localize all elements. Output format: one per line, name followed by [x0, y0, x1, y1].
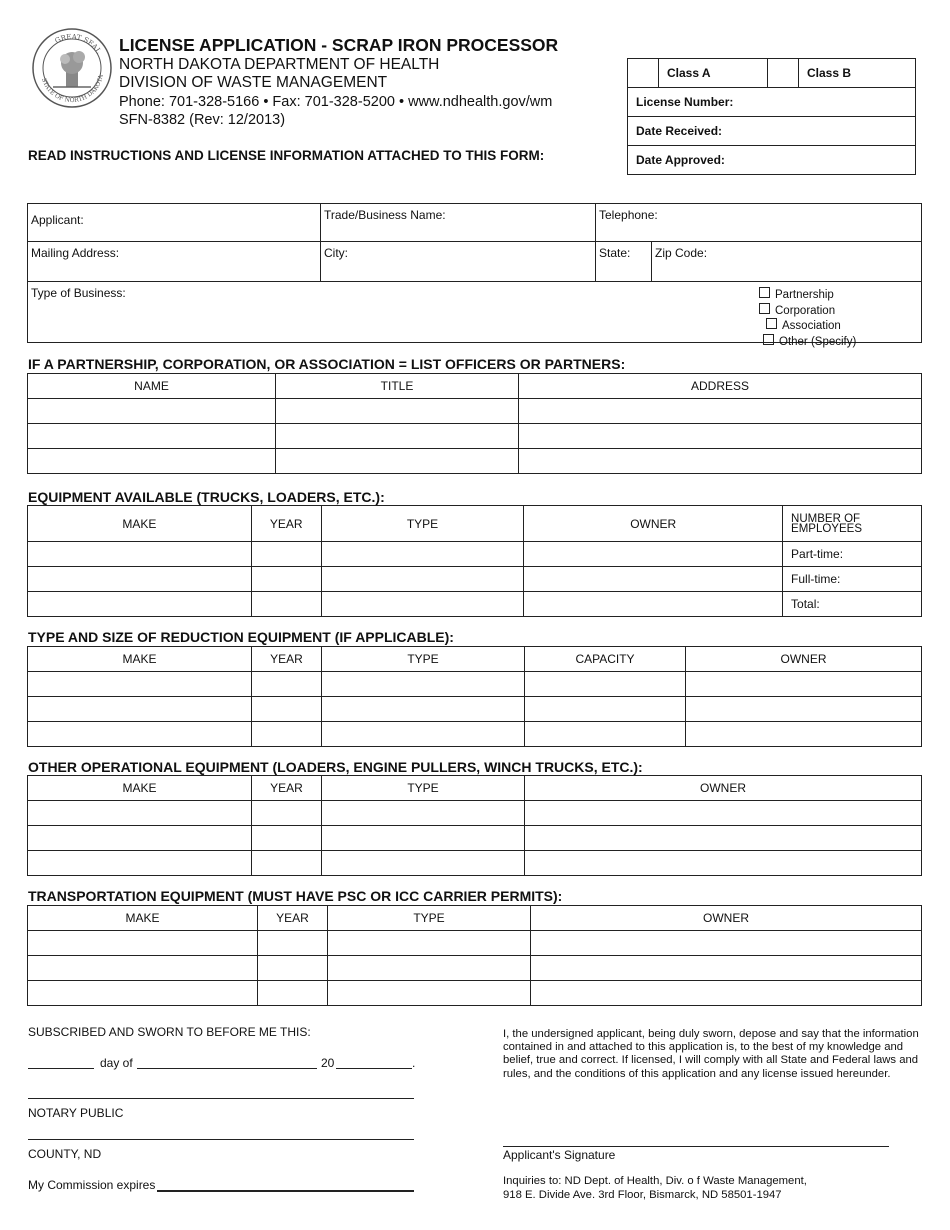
transportation-heading: TRANSPORTATION EQUIPMENT (MUST HAVE PSC OR ICC CARRIER PERMITS):	[28, 888, 563, 904]
operational-heading: OTHER OPERATIONAL EQUIPMENT (LOADERS, ENGINE PULLERS, WINCH TRUCKS, ETC.):	[28, 759, 643, 775]
month-blank[interactable]	[137, 1068, 317, 1069]
zip-code-field[interactable]: Zip Code:	[652, 242, 922, 282]
year-prefix-label: 20	[321, 1056, 335, 1070]
commission-expires-blank[interactable]	[157, 1190, 414, 1192]
date-received-field[interactable]: Date Received:	[628, 117, 916, 146]
partnership-checkbox[interactable]	[759, 287, 770, 298]
mailing-address-field[interactable]: Mailing Address:	[28, 242, 321, 282]
full-time-field[interactable]: Full-time:	[783, 567, 922, 592]
svg-text:GREAT SEAL: GREAT SEAL	[53, 32, 103, 56]
operational-table	[27, 775, 922, 876]
office-use-box	[627, 58, 916, 175]
column-header: TYPE	[328, 906, 531, 931]
part-time-field[interactable]: Part-time:	[783, 542, 922, 567]
column-header: YEAR	[252, 647, 322, 672]
class-a-label: Class A	[659, 59, 768, 88]
state-field[interactable]: State:	[596, 242, 652, 282]
table-row	[28, 449, 922, 474]
corporation-checkbox[interactable]	[759, 303, 770, 314]
period-mark: .	[412, 1056, 416, 1070]
inquiries-line-2: 918 E. Divide Ave. 3rd Floor, Bismarck, ND 58501-1947	[503, 1189, 782, 1201]
partnership-option[interactable]: Partnership	[759, 287, 856, 303]
county-label: COUNTY, ND	[28, 1147, 102, 1161]
column-header: YEAR	[258, 906, 328, 931]
table-row	[28, 981, 922, 1006]
day-of-label: day of	[100, 1056, 133, 1070]
svg-text:STATE OF NORTH DAKOTA: STATE OF NORTH DAKOTA	[40, 74, 105, 105]
equipment-heading: EQUIPMENT AVAILABLE (TRUCKS, LOADERS, ETC.):	[28, 489, 385, 505]
column-header: MAKE	[28, 776, 252, 801]
officers-heading: IF A PARTNERSHIP, CORPORATION, OR ASSOCIATION = LIST OFFICERS OR PARTNERS:	[28, 356, 626, 372]
transportation-table	[27, 905, 922, 1006]
column-header: MAKE	[28, 906, 258, 931]
column-header: YEAR	[251, 506, 321, 542]
table-row	[28, 567, 922, 592]
table-row	[28, 672, 922, 697]
reduction-heading: TYPE AND SIZE OF REDUCTION EQUIPMENT (IF APPLICABLE):	[28, 629, 454, 645]
table-row	[28, 826, 922, 851]
table-row	[28, 722, 922, 747]
trade-name-field[interactable]: Trade/Business Name:	[321, 204, 596, 242]
applicant-signature-label: Applicant's Signature	[503, 1148, 616, 1162]
table-row	[28, 542, 922, 567]
table-row	[28, 931, 922, 956]
reduction-table	[27, 646, 922, 747]
day-blank[interactable]	[28, 1068, 94, 1069]
declaration-text: I, the undersigned applicant, being duly sworn, depose and say that the information contained in and attached to this application is, to the best of my knowledge and belief, true and correct. If licensed, I will comply with all State and Federal laws and rules, and the conditions of this application and any license issued hereunder.	[503, 1028, 919, 1080]
column-header: CAPACITY	[525, 647, 686, 672]
applicant-field[interactable]: Applicant:	[28, 204, 321, 242]
column-header: TITLE	[276, 374, 519, 399]
notary-public-label: NOTARY PUBLIC	[28, 1106, 124, 1120]
business-type-options	[759, 287, 856, 349]
association-checkbox[interactable]	[766, 318, 777, 329]
column-header: TYPE	[322, 647, 525, 672]
table-row	[28, 592, 922, 617]
notary-signature-line[interactable]	[28, 1098, 414, 1099]
table-row	[28, 801, 922, 826]
column-header: YEAR	[252, 776, 322, 801]
total-field[interactable]: Total:	[783, 592, 922, 617]
column-header: OWNER	[686, 647, 922, 672]
instructions-note: READ INSTRUCTIONS AND LICENSE INFORMATION ATTACHED TO THIS FORM:	[28, 148, 545, 163]
city-field[interactable]: City:	[321, 242, 596, 282]
column-header: NAME	[28, 374, 276, 399]
form-number: SFN-8382 (Rev: 12/2013)	[119, 112, 286, 128]
class-b-label: Class B	[799, 59, 916, 88]
column-header: MAKE	[28, 506, 252, 542]
corporation-option[interactable]: Corporation	[759, 303, 856, 319]
date-approved-field[interactable]: Date Approved:	[628, 146, 916, 175]
table-row	[28, 956, 922, 981]
license-number-field[interactable]: License Number:	[628, 88, 916, 117]
county-line[interactable]	[28, 1139, 414, 1140]
sworn-statement: SUBSCRIBED AND SWORN TO BEFORE ME THIS:	[28, 1025, 311, 1039]
column-header: OWNER	[525, 776, 922, 801]
division-name: DIVISION OF WASTE MANAGEMENT	[119, 74, 388, 91]
column-header: TYPE	[321, 506, 524, 542]
table-row	[28, 424, 922, 449]
contact-info: Phone: 701-328-5166 • Fax: 701-328-5200 • www.ndhealth.gov/wm	[119, 94, 553, 110]
type-of-business-field: Type of Business:	[28, 282, 922, 343]
other-option[interactable]: Other (Specify)	[759, 334, 856, 350]
year-blank[interactable]	[336, 1068, 412, 1069]
equipment-table	[27, 505, 922, 617]
state-seal-logo	[31, 27, 113, 109]
officers-table	[27, 373, 922, 474]
column-header: TYPE	[322, 776, 525, 801]
other-checkbox[interactable]	[763, 334, 774, 345]
commission-expires-label: My Commission expires	[28, 1178, 156, 1192]
column-header: ADDRESS	[519, 374, 922, 399]
telephone-field[interactable]: Telephone:	[596, 204, 922, 242]
employees-header: NUMBER OF EMPLOYEES	[783, 506, 922, 542]
table-row	[28, 697, 922, 722]
class-b-checkbox[interactable]	[768, 59, 799, 88]
column-header: OWNER	[524, 506, 783, 542]
form-title: LICENSE APPLICATION - SCRAP IRON PROCESSOR	[119, 35, 559, 55]
applicant-signature-line[interactable]	[503, 1146, 889, 1147]
column-header: OWNER	[531, 906, 922, 931]
department-name: NORTH DAKOTA DEPARTMENT OF HEALTH	[119, 56, 440, 73]
inquiries-line-1: Inquiries to: ND Dept. of Health, Div. o f Waste Management,	[503, 1175, 807, 1187]
table-row	[28, 851, 922, 876]
association-option[interactable]: Association	[759, 318, 856, 334]
class-a-checkbox[interactable]	[628, 59, 659, 88]
column-header: MAKE	[28, 647, 252, 672]
table-row	[28, 399, 922, 424]
